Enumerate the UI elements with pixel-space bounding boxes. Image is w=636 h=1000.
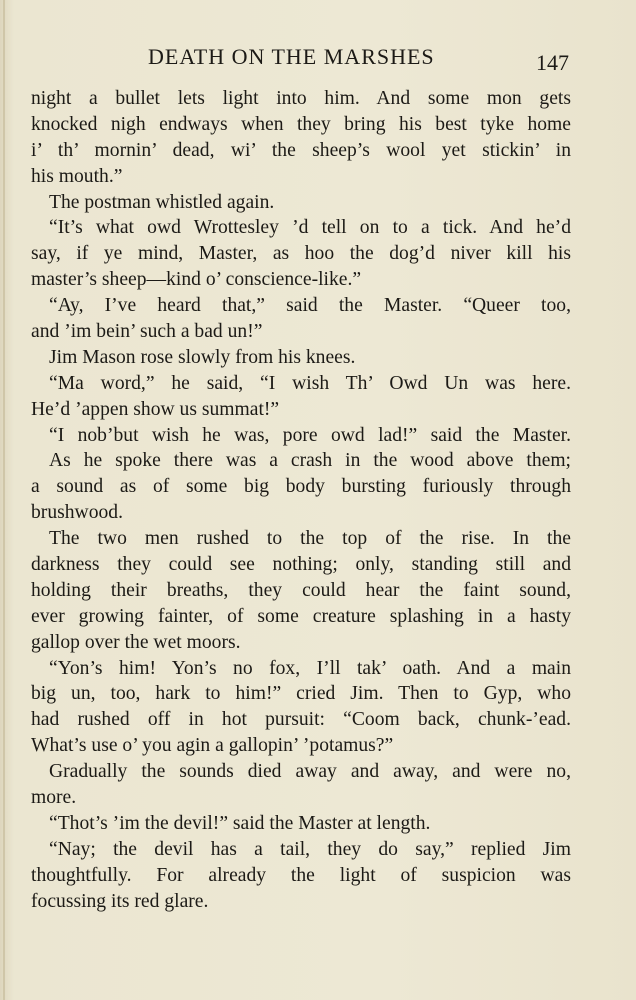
text-line: darkness they could see nothing; only, standing still and <box>31 554 571 576</box>
text-line: “Ma word,” he said, “I wish Th’ Owd Un was here. <box>49 372 571 394</box>
text-line: Jim Mason rose slowly from his knees. <box>49 346 356 368</box>
running-title: DEATH ON THE MARSHES <box>148 44 435 69</box>
text-line: i’ th’ mornin’ dead, wi’ the sheep’s wool yet stickin’ in <box>31 139 571 161</box>
text-line: brushwood. <box>31 502 123 524</box>
text-line: had rushed off in hot pursuit: “Coom back, chunk-’ead. <box>31 709 571 731</box>
text-line: The postman whistled again. <box>49 191 275 213</box>
text-line: “Nay; the devil has a tail, they do say,” replied Jim <box>49 838 571 860</box>
text-line: holding their breaths, they could hear the faint sound, <box>31 579 571 601</box>
text-line: and ’im bein’ such a bad un!” <box>31 321 263 343</box>
text-line: say, if ye mind, Master, as hoo the dog’d niver kill his <box>31 243 571 265</box>
text-line: his mouth.” <box>31 165 123 187</box>
text-line: “Ay, I’ve heard that,” said the Master. “Queer too, <box>49 295 571 317</box>
text-line: ever growing fainter, of some creature splashing in a hasty <box>31 605 571 627</box>
text-line: night a bullet lets light into him. And some mon gets <box>31 88 571 109</box>
text-line: big un, too, hark to him!” cried Jim. Then to Gyp, who <box>31 683 571 705</box>
text-line: a sound as of some big body bursting furiously through <box>31 476 571 498</box>
text-line: As he spoke there was a crash in the wood above them; <box>49 450 571 472</box>
body-text <box>31 86 571 915</box>
text-line: more. <box>31 787 77 809</box>
text-line: “It’s what owd Wrottesley ’d tell on to a tick. And he’d <box>49 217 571 239</box>
text-line: master’s sheep—kind o’ conscience-like.” <box>31 269 362 291</box>
page-number: 147 <box>536 50 569 75</box>
binding-gutter <box>3 0 5 1000</box>
text-line: What’s use o’ you agin a gallopin’ ’potamus?” <box>31 735 394 757</box>
text-line: thoughtfully. For already the light of suspicion was <box>31 864 571 886</box>
text-line: He’d ’appen show us summat!” <box>31 398 280 420</box>
text-line: Gradually the sounds died away and away, and were no, <box>49 761 571 783</box>
text-line: “I nob’but wish he was, pore owd lad!” said the Master. <box>49 424 571 446</box>
text-line: The two men rushed to the top of the rise. In the <box>49 528 571 550</box>
text-line: gallop over the wet moors. <box>31 631 241 653</box>
text-line: focussing its red glare. <box>31 890 209 912</box>
text-line: “Yon’s him! Yon’s no fox, I’ll tak’ oath. And a main <box>49 657 571 679</box>
text-line: “Thot’s ’im the devil!” said the Master at length. <box>49 812 431 834</box>
text-line: knocked nigh endways when they bring his best tyke home <box>31 113 571 135</box>
